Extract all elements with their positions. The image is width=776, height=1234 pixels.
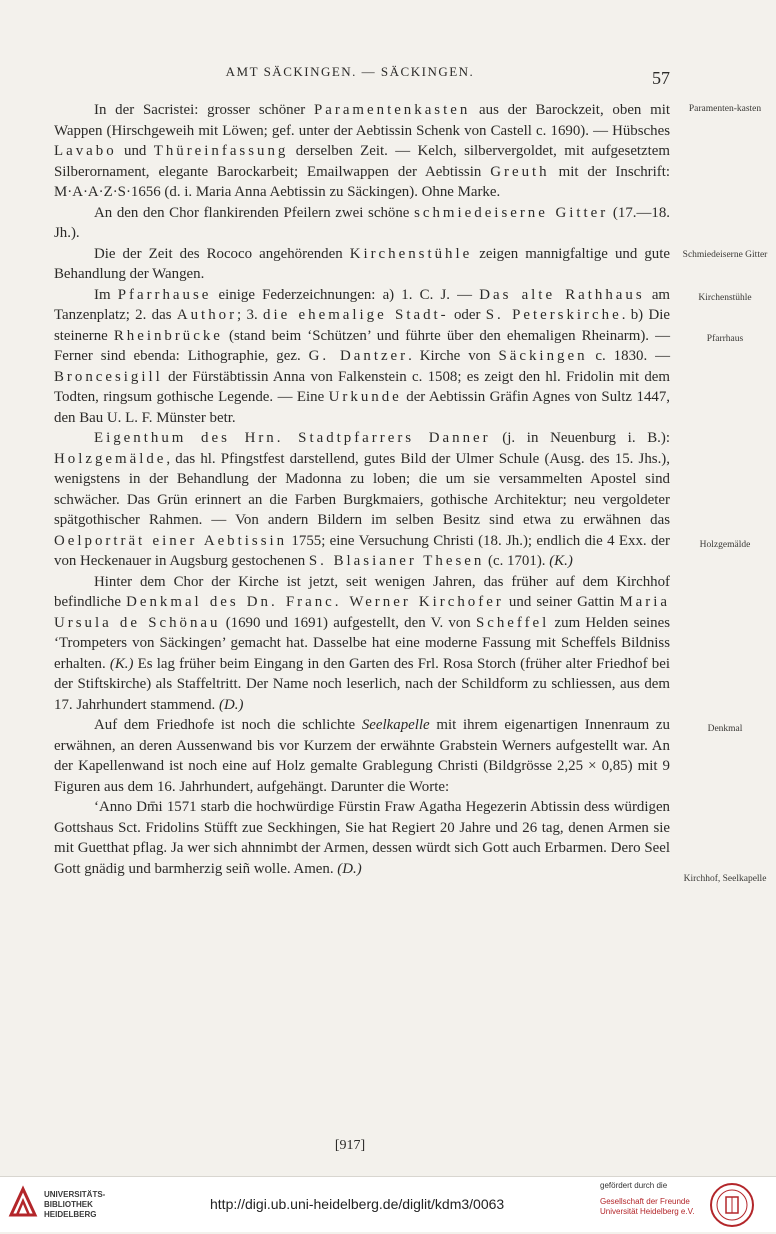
funding-note: gefördert durch die Gesellschaft der Freunde Universität Heidelberg e.V. bbox=[600, 1181, 695, 1216]
paragraph-eigenthum: Eigenthum des Hrn. Stadtpfarrers Danner (j. in Neuenburg i. B.): Holzgemälde, das hl. Pfingstfest darstellend, gutes Bild der Ulmer Schule (Ausg. des 15. Jhs.), wenigstens in der Behandlung der Madonna zu loben; die um sie versammelten Apostel sind schwächer. Das Grün erinnert an die Farben Burgkmaiers, gothische Architektur; neu vergoldeter spätgothischer Rahmen. — Von andern Bildern im selben Besitz sind etwa zu erwähnen das Oelporträt einer Aebtissin 1755; eine Versuchung Christi (18. Jh.); endlich die 4 Exx. der von Heckenauer in Augsburg gestochenen S. Blasianer Thesen (c. 1701). (K.) bbox=[54, 430, 670, 569]
folio-number: [917] bbox=[334, 1138, 366, 1153]
paragraph-pfarrhaus: Im Pfarrhause einige Federzeichnungen: a) 1. C. J. — Das alte Rathhaus am Tanzenplatz; 2. das Author; 3. die ehemalige Stadt- oder S. Peterskirche. b) Die steinerne Rheinbrücke (stand beim ‘Schützen’ und führte über den ehemaligen Rheinarm). — Ferner sind ebenda: Lithographie, gez. G. Dantzer. Kirche von Säckingen c. 1830. — Broncesigill der Fürstäbtissin Anna von Falkenstein c. 1508; es zeigt den hl. Fridolin mit dem Todten, ringsum gothische Legende. — Eine Urkunde der Aebtissin Gräfin Agnes von Sultz 1447, den Bau U. L. F. Münster betr. bbox=[54, 286, 671, 426]
paragraph-inscription: ‘Anno Dm̄i 1571 starb die hochwürdige Fürstin Fraw Agatha Hegezerin Abtissin dess würdigen Gottshaus Sct. Fridolins Stüfft zue Seckhingen, Sie hat Regiert 20 Jahre und 26 tag, denen Armen sie mit Guetthat pflag. Ja wer sich ahnnimbt der Armen, dessen würdt sich Gott auch Erbarmen. Dero Seel Gott gnädig und barmherzig seiñ wolle. Amen. (D.) bbox=[54, 799, 670, 877]
university-seal-icon bbox=[708, 1181, 756, 1234]
body-text bbox=[54, 100, 670, 879]
permalink-url[interactable]: http://digi.ub.uni-heidelberg.de/diglit/kdm3/0063 bbox=[210, 1196, 505, 1212]
library-logo bbox=[8, 1185, 105, 1224]
paragraph-friedhof: Auf dem Friedhofe ist noch die schlichte Seelkapelle mit ihrem eigenartigen Innenraum zu erwähnen, an deren Aussenwand bis vor Kurzem der erwähnte Grabstein Werners aufgestellt war. An der Kapellenwand ist noch eine auf Holz gemalte Grablegung Christi (Bildgrösse 2,25 × 0,85) mit 9 Figuren aus dem 16. Jahrhundert, aufgehängt. Darunter die Worte: bbox=[54, 717, 670, 795]
paragraph-denkmal: Hinter dem Chor der Kirche ist jetzt, seit wenigen Jahren, das früher auf dem Kirchhof befindliche Denkmal des Dn. Franc. Werner Kirchofer und seiner Gattin Maria Ursula de Schönau (1690 und 1691) aufgestellt, den V. von Scheffel zum Helden seines ‘Trompeters von Säckingen’ gemacht hat. Dasselbe hat eine moderne Fassung mit Scheffels Bildniss erhalten. (K.) Es lag früher beim Eingang in den Garten des Frl. Rosa Storch (früher alter Friedhof bei der Stiftskirche) als Staffeltritt. Der Name noch leserlich, nach der Schildform zu schliessen, aus dem 17. Jahrhundert stammend. (D.) bbox=[54, 573, 670, 713]
running-head: AMT SÄCKINGEN. — SÄCKINGEN. bbox=[225, 64, 475, 79]
margin-note-paramentenkasten: Paramenten-kasten bbox=[688, 104, 762, 114]
library-name: UNIVERSITÄTS- BIBLIOTHEK HEIDELBERG bbox=[44, 1189, 106, 1219]
paragraph-sacristei: In der Sacristei: grosser schöner Paramentenkasten aus der Barockzeit, oben mit Wappen (Hirschgeweih mit Löwen; gef. unter der Aebtissin Schenk von Castell c. 1690). — Hübsches Lavabo und Thüreinfassung derselben Zeit. — Kelch, silbervergoldet, mit aufgesetztem Silberornament, elegante Barockarbeit; Emailwappen der Aebtissin Greuth mit der Inschrift: M·A·A·Z·S·1656 (d. i. Maria Anna Aebtissin zu Säckingen). Ohne Marke. bbox=[54, 102, 670, 200]
library-seal-icon bbox=[8, 1185, 38, 1224]
paragraph-gitter: An den den Chor flankirenden Pfeilern zwei schöne schmiedeiserne Gitter (17.—18. Jh.). bbox=[54, 204, 670, 241]
paragraph-kirchenstuehle: Die der Zeit des Rococo angehörenden Kirchenstühle zeigen mannigfaltige und gute Behandlung der Wangen. bbox=[54, 245, 670, 282]
page-number: 57 bbox=[652, 68, 670, 88]
margin-note-pfarrhaus: Pfarrhaus bbox=[706, 334, 744, 344]
digitization-footer bbox=[0, 1176, 776, 1232]
margin-note-denkmal: Denkmal bbox=[707, 724, 743, 734]
margin-note-holzgemaelde: Holzgemälde bbox=[699, 540, 751, 550]
margin-note-gitter: Schmiedeiserne Gitter bbox=[682, 250, 768, 260]
margin-note-seelkapelle: Kirchhof, Seelkapelle bbox=[683, 874, 767, 884]
margin-note-kirchenstuehle: Kirchenstühle bbox=[698, 293, 752, 303]
